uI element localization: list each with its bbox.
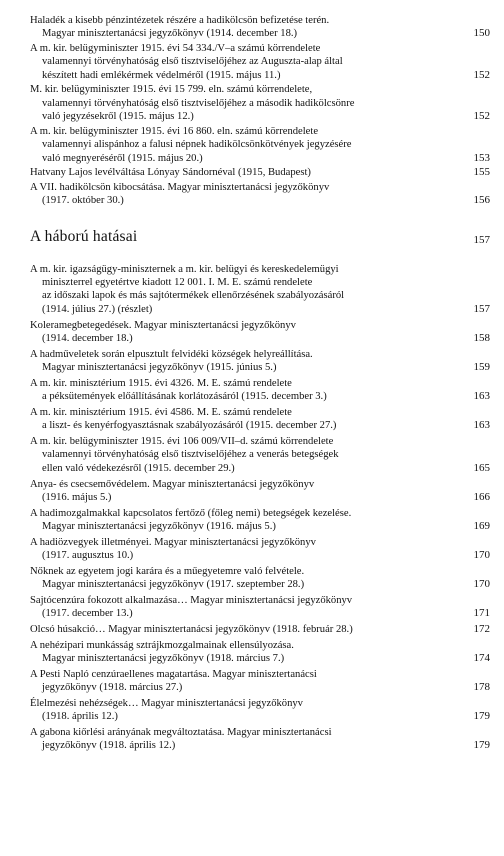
- toc-entry-line: Sajtócenzúra fokozott alkalmazása… Magyar minisztertanácsi jegyzőkönyv: [30, 594, 353, 606]
- toc-entry-line: Magyar minisztertanácsi jegyzőkönyv (1915. június 5.): [42, 362, 277, 374]
- section-page-number: 157: [473, 233, 490, 246]
- toc-page-number: 170: [473, 549, 490, 562]
- toc-entry-line: A hadiözvegyek illetményei. Magyar minisztertanácsi jegyzőkönyv: [30, 536, 316, 548]
- toc-entry-line: A m. kir. belügyminiszter 1915. évi 16 860. eln. számú körrendelete: [30, 125, 319, 137]
- toc-page-number: 163: [473, 419, 490, 432]
- toc-entry-line: A m. kir. igazságügy-miniszternek a m. kir. belügyi és kereskedelemügyi: [30, 263, 339, 275]
- toc-page-number: 165: [473, 461, 490, 474]
- toc-page-number: 178: [473, 681, 490, 694]
- toc-entry-line: miniszterrel egyetértve kiadott 12 001. I. M. E. számú rendelete: [42, 277, 313, 289]
- toc-entry-line: Koleramegbetegedések. Magyar minisztertanácsi jegyzőkönyv: [30, 319, 296, 331]
- toc-entry-line: M. kir. belügyminiszter 1915. évi 15 799. eln. számú körrendelete,: [30, 84, 313, 96]
- toc-entry-line: jegyzőkönyv (1918. március 27.): [42, 682, 183, 694]
- toc-entry-line: valamennyi törvényhatóság első tisztviselőjéhez a venerás betegségek: [42, 449, 339, 461]
- toc-entry: [30, 377, 490, 404]
- toc-entry-line: a péksütemények előállításának korlátozásáról (1915. december 3.): [42, 391, 327, 403]
- toc-page-number: 156: [473, 194, 490, 207]
- toc-entry-line: jegyzőkönyv (1918. április 12.): [42, 740, 176, 752]
- toc-entry: [30, 125, 490, 165]
- toc-page-number: 152: [473, 68, 490, 81]
- toc-entry: [30, 319, 490, 346]
- toc-page-number: 174: [473, 652, 490, 665]
- toc-entry: [30, 507, 490, 534]
- toc-entry: [30, 263, 490, 317]
- toc-entry-line: (1917. augusztus 10.): [42, 550, 134, 562]
- toc-entry-line: Magyar minisztertanácsi jegyzőkönyv (1917. szeptember 28.): [42, 579, 305, 591]
- toc-entry-line: A hadműveletek során elpusztult felvidéki községek helyreállítása.: [30, 348, 313, 360]
- toc-entry-line: A Pesti Napló cenzúraellenes magatartása. Magyar minisztertanácsi: [30, 668, 317, 680]
- toc-entry-line: Nőknek az egyetem jogi karára és a műegyetemre való felvétele.: [30, 565, 305, 577]
- toc-entry: [30, 181, 490, 208]
- toc-entry: [30, 623, 490, 636]
- table-of-contents-page: [30, 14, 490, 755]
- toc-entry: [30, 435, 490, 475]
- toc-entry-line: (1917. október 30.): [42, 195, 124, 207]
- toc-entry-line: való megnyeréséről (1915. május 20.): [42, 152, 203, 164]
- toc-page-number: 179: [473, 710, 490, 723]
- toc-entry-line: A m. kir. belügyminiszter 1915. évi 106 009/VII–d. számú körrendelete: [30, 435, 334, 447]
- toc-entry: [30, 166, 490, 179]
- toc-entry-line: Magyar minisztertanácsi jegyzőkönyv (1914. december 18.): [42, 28, 298, 40]
- toc-entry: [30, 14, 490, 41]
- toc-entry-line: A m. kir. minisztérium 1915. évi 4586. M. E. számú rendelete: [30, 406, 292, 418]
- toc-entry: [30, 639, 490, 666]
- toc-entry-line: valamennyi törvényhatóság első tisztviselőjéhez az Augusztа-alap által: [42, 56, 343, 68]
- toc-entry-line: valamennyi törvényhatóság első tisztviselőjéhez a második hadikölcsönre: [42, 97, 355, 109]
- toc-page-number: 166: [473, 490, 490, 503]
- toc-entry-line: a liszt- és kenyérfogyasztásnak szabályozásáról (1915. december 27.): [42, 420, 337, 432]
- toc-entry-line: az időszaki lapok és más sajtótermékek ellenőrzésének szabályozásáról: [42, 290, 345, 302]
- toc-entry: [30, 348, 490, 375]
- toc-entry-line: (1917. december 13.): [42, 608, 133, 620]
- toc-entry-line: A m. kir. minisztérium 1915. évi 4326. M. E. számú rendelete: [30, 377, 292, 389]
- toc-page-number: 159: [473, 361, 490, 374]
- section-title: A háború hatásai: [30, 227, 138, 245]
- toc-entry-line: A VII. hadikölcsön kibocsátása. Magyar minisztertanácsi jegyzőkönyv: [30, 181, 330, 193]
- toc-entry: [30, 565, 490, 592]
- toc-entry-line: A hadimozgalmakkal kapcsolatos fertőző (főleg nemi) betegségek kezelése.: [30, 507, 352, 519]
- toc-page-number: 170: [473, 578, 490, 591]
- toc-entry: [30, 594, 490, 621]
- toc-entry-line: készített hadi emlékérmek védelméről (1915. május 11.): [42, 69, 281, 81]
- toc-entry-line: Haladék a kisebb pénzintézetek részére a hadikölcsön befizetése terén.: [30, 15, 330, 26]
- toc-entry-line: Magyar minisztertanácsi jegyzőkönyv (1916. május 5.): [42, 521, 276, 533]
- toc-entry: [30, 536, 490, 563]
- contents-list-upper: [30, 14, 490, 208]
- toc-page-number: 152: [473, 110, 490, 123]
- toc-entry: [30, 726, 490, 753]
- toc-entry-line: valamennyi alispánhoz a falusi népnek hadikölcsönkötvények jegyzésére: [42, 139, 352, 151]
- toc-entry: [30, 83, 490, 123]
- contents-list-lower: [30, 263, 490, 753]
- toc-entry-line: Anya- és csecsemővédelem. Magyar minisztertanácsi jegyzőkönyv: [30, 478, 315, 490]
- toc-entry-line: Hatvany Lajos levélváltása Lónyay Sándornéval (1915, Budapest): [30, 167, 311, 179]
- toc-entry-line: (1916. május 5.): [42, 491, 112, 503]
- toc-page-number: 153: [473, 151, 490, 164]
- toc-page-number: 155: [473, 166, 490, 179]
- toc-entry-line: A m. kir. belügyminiszter 1915. évi 54 334./V–a számú körrendelete: [30, 43, 321, 54]
- toc-entry-line: (1914. december 18.): [42, 332, 133, 344]
- toc-entry: [30, 406, 490, 433]
- toc-entry-line: A nehézipari munkásság sztrájkmozgalmainak ellensúlyozása.: [30, 639, 294, 651]
- toc-page-number: 179: [473, 739, 490, 752]
- toc-entry-line: való jegyzésekről (1915. május 12.): [42, 111, 194, 123]
- toc-page-number: 169: [473, 520, 490, 533]
- toc-entry-line: A gabona kiőrlési arányának megváltoztatása. Magyar minisztertanácsi: [30, 727, 332, 739]
- toc-entry-line: (1918. április 12.): [42, 711, 118, 723]
- toc-entry-line: Magyar minisztertanácsi jegyzőkönyv (1918. március 7.): [42, 653, 285, 665]
- toc-entry-line: (1914. július 27.) (részlet): [42, 303, 153, 315]
- toc-page-number: 172: [473, 623, 490, 636]
- toc-page-number: 150: [473, 27, 490, 40]
- toc-page-number: 171: [473, 607, 490, 620]
- toc-page-number: 158: [473, 331, 490, 344]
- toc-page-number: 163: [473, 390, 490, 403]
- toc-entry: [30, 697, 490, 724]
- toc-entry: [30, 668, 490, 695]
- toc-page-number: 157: [473, 302, 490, 315]
- toc-entry-line: Olcsó húsakció… Magyar minisztertanácsi jegyzőkönyv (1918. február 28.): [30, 624, 353, 636]
- toc-entry: [30, 478, 490, 505]
- section-heading: [30, 227, 490, 246]
- toc-entry: [30, 42, 490, 82]
- toc-entry-line: ellen való védekezésről (1915. december 29.): [42, 462, 235, 474]
- toc-entry-line: Élelmezési nehézségek… Magyar minisztertanácsi jegyzőkönyv: [30, 697, 303, 709]
